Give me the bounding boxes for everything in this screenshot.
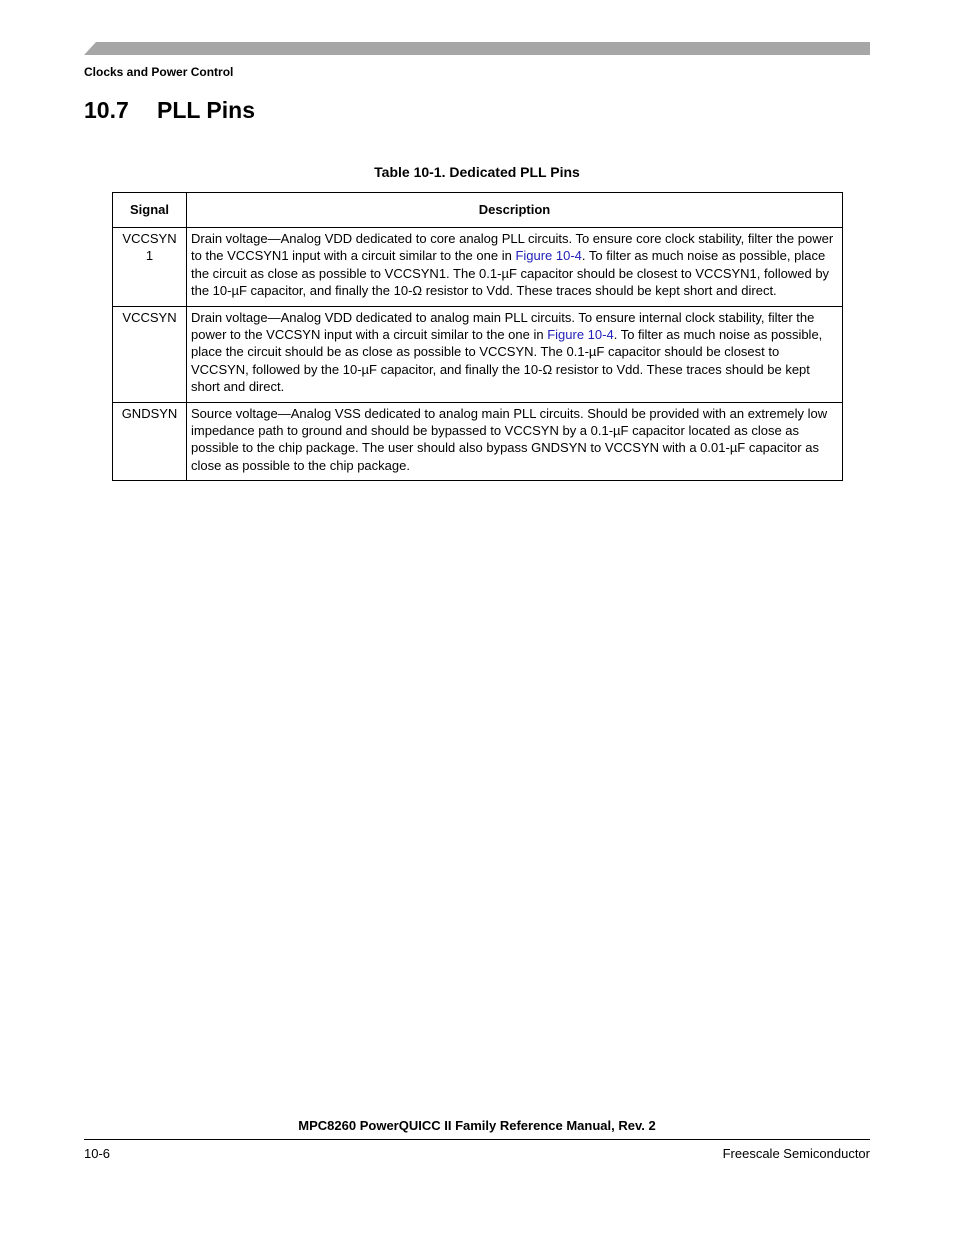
section-heading	[84, 97, 255, 124]
page-number: 10-6	[84, 1146, 111, 1161]
description-text: . To filter as much noise as possible, place the circuit should be as close as possible to VCCSYN. The 0.1-µF capacitor should be closest to VCCSYN, followed by the 10-µF capacitor, and finally the 10-Ω resistor to Vdd. These traces should be kept short and direct.	[191, 327, 823, 395]
table-row	[113, 228, 843, 307]
description-text: Drain voltage—Analog VDD dedicated to core analog PLL circuits. To ensure core clock stability, filter the power to the VCCSYN1 input with a circuit similar to the one in	[191, 231, 834, 264]
description-text: . To filter as much noise as possible, place the circuit as close as possible to VCCSYN1. The 0.1-µF capacitor should be closest to VCCSYN1, followed by the 10-µF capacitor, and finally the 10-Ω resistor to Vdd. These traces should be kept short and direct.	[191, 248, 830, 299]
section-title: PLL Pins	[157, 97, 255, 123]
column-header-description: Description	[187, 193, 843, 228]
pll-pins-table	[112, 192, 843, 481]
header-bar	[84, 42, 870, 55]
description-cell	[187, 228, 843, 307]
table-header-row	[113, 193, 843, 228]
description-cell	[187, 306, 843, 402]
footer-manual-title: MPC8260 PowerQUICC II Family Reference Manual, Rev. 2	[298, 1118, 656, 1133]
table-row	[113, 402, 843, 481]
section-number: 10.7	[84, 97, 129, 123]
figure-link[interactable]: Figure 10-4	[515, 248, 582, 264]
signal-name: VCCSYN	[122, 231, 177, 246]
description-text: Drain voltage—Analog VDD dedicated to analog main PLL circuits. To ensure internal clock stability, filter the power to the VCCSYN input with a circuit similar to the one in	[191, 309, 815, 343]
running-header: Clocks and Power Control	[84, 65, 234, 79]
signal-cell: VCCSYN	[113, 306, 187, 402]
table-caption: Table 10-1. Dedicated PLL Pins	[374, 164, 580, 180]
column-header-signal: Signal	[113, 193, 187, 228]
description-cell: Source voltage—Analog VSS dedicated to analog main PLL circuits. Should be provided with an extremely low impedance path to ground and should be bypassed to VCCSYN by a 0.1-µF capacitor located as close as possible to the chip package. The user should also bypass GNDSYN to VCCSYN with a 0.01-µF capacitor as close as possible to the chip package.	[187, 402, 843, 481]
table-row	[113, 306, 843, 402]
footer-divider	[84, 1139, 870, 1140]
signal-name-suffix: 1	[145, 248, 154, 264]
figure-link[interactable]: Figure 10-4	[547, 327, 614, 343]
signal-cell: GNDSYN	[113, 402, 187, 481]
company-name: Freescale Semiconductor	[722, 1146, 870, 1161]
signal-cell	[113, 228, 187, 307]
